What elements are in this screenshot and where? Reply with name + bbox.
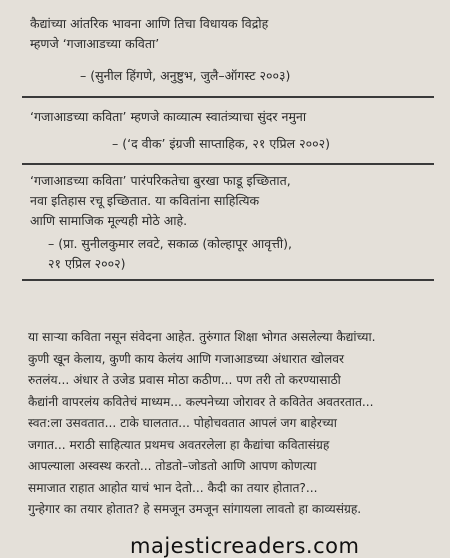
review-quote-1: कैद्यांच्या आंतरिक भावना आणि तिचा विधायक विद्रोह म्हणजे ‘गजाआडच्या कविता’ [30,16,269,51]
divider-3 [22,279,434,281]
review-source-2: – (‘द वीक’ इंग्रजी साप्ताहिक, २१ एप्रिल २००२) [112,136,330,151]
book-blurb: या साऱ्या कविता नसून संवेदना आहेत. तुरुंगात शिक्षा भोगत असलेल्या कैद्यांच्या. कुणी खून केलाय, कुणी काय केलंय आणि गजाआडच्या अंधारात खोलवर रुतलंय... अंधार ते उजेड प्रवास मोठा कठीण... पण तरी तो करण्यासाठी कैद्यांनी वापरलंय कवितेचं माध्यम... कल्पनेच्या जोरावर ते कवितेत अवतरतात... स्वत:ला उसवतात... टाके घालतात... पोहोचवतात आपलं जग बाहेरच्या जगात... मराठी साहित्यात प्रथमच अवतरलेला हा कैद्यांचा कवितासंग्रह आपल्याला अस्वस्थ करतो... तोडतो–जोडतो आणि आपण कोणत्या समाजात राहात आहोत याचं भान देतो... कैदी का तयार होतात?... गुन्हेगार का तयार होतात? हे समजून उमजून सांगायला लावतो हा काव्यसंग्रह. [28,330,376,516]
review-quote-3: ‘गजाआडच्या कविता’ पारंपरिकतेचा बुरखा फाडू इच्छितात, नवा इतिहास रचू इच्छितात. या कवितांना साहित्यिक आणि सामाजिक मूल्यही मोठे आहे. [30,173,291,228]
footer-website: majesticreaders.com [130,534,360,558]
review-source-3: – (प्रा. सुनीलकुमार लवटे, सकाळ (कोल्हापूर आवृत्ती), २१ एप्रिल २००२) [48,236,292,271]
divider-2 [22,163,434,165]
review-source-1: – (सुनील हिंगणे, अनुष्टुभ, जुलै–ऑगस्ट २००३) [80,68,291,83]
divider-1 [22,96,434,98]
review-quote-2: ‘गजाआडच्या कविता’ म्हणजे काव्यात्म स्वातंत्र्याचा सुंदर नमुना [30,109,307,124]
